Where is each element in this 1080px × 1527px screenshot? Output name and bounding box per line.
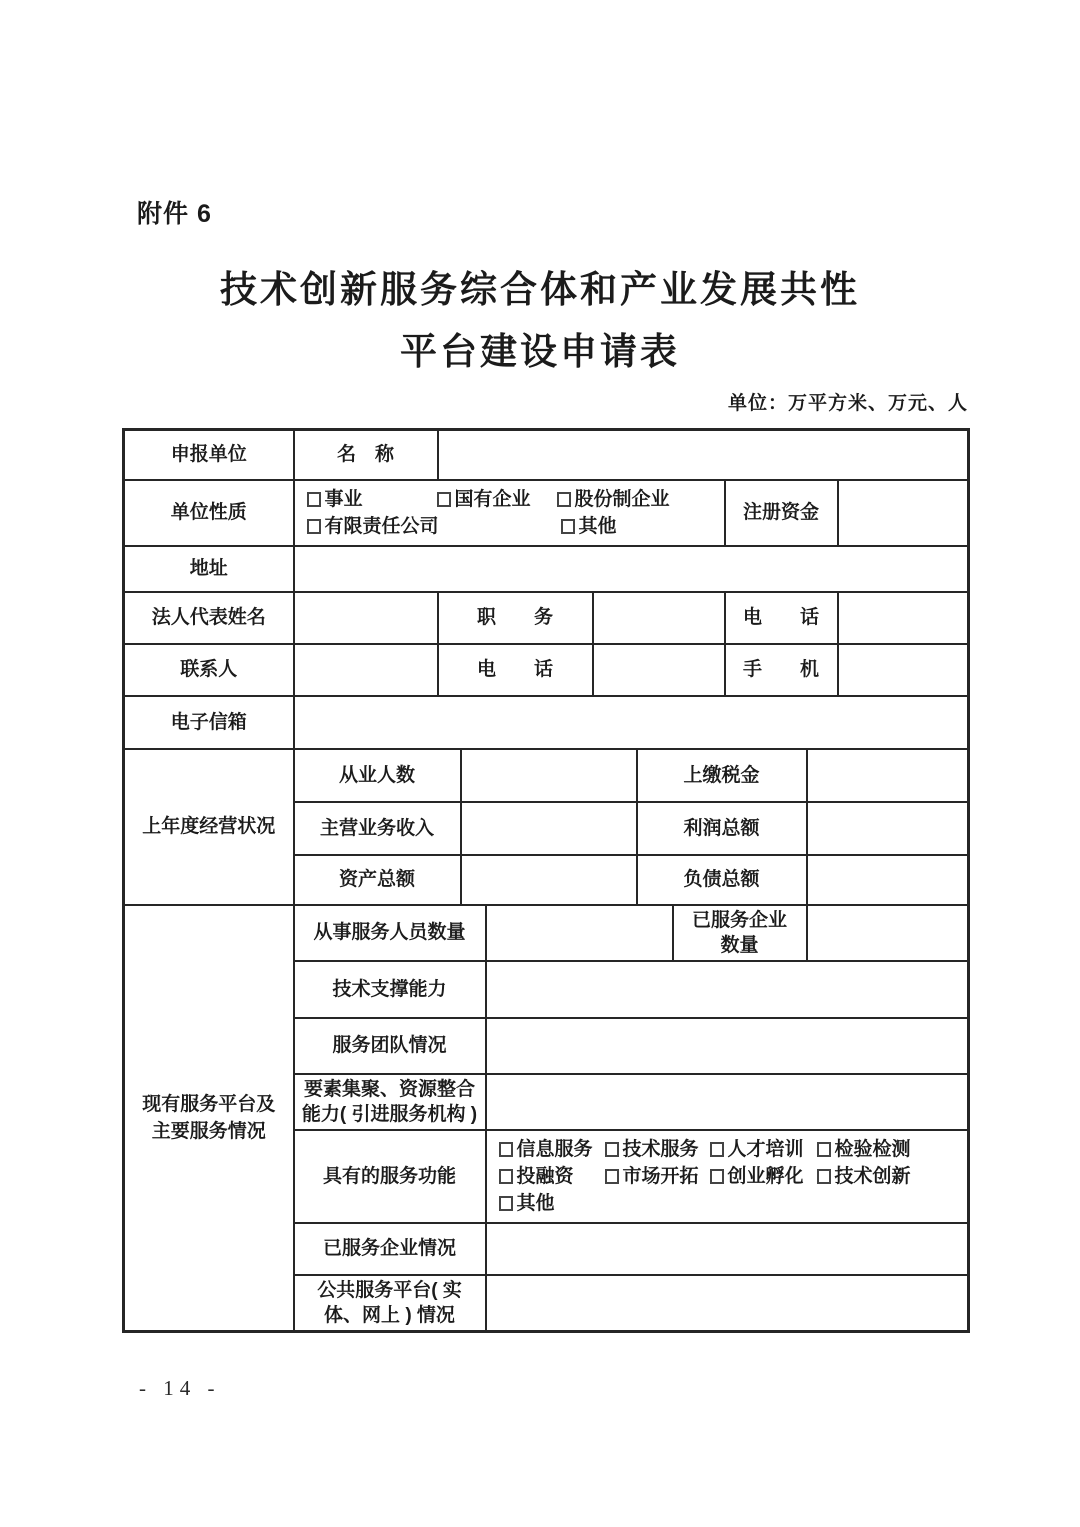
checkbox-option-jianyan[interactable] <box>817 1136 911 1163</box>
title-line-1: 技术创新服务综合体和产业发展共性 <box>220 270 860 311</box>
checkbox-option-chuangye[interactable] <box>710 1163 817 1190</box>
resource-ability-label: 要素集聚、资源整合能力( 引进服务机构 ) <box>294 1074 486 1130</box>
functions-options-row3 <box>493 1190 964 1217</box>
platform-section-label: 现有服务平台及主要服务情况 <box>124 905 294 1332</box>
checkbox-icon[interactable] <box>605 1142 619 1157</box>
row-contact <box>124 644 969 696</box>
checkbox-icon[interactable] <box>817 1142 831 1157</box>
service-functions-options <box>486 1130 969 1223</box>
unit-nature-label: 单位性质 <box>124 480 294 546</box>
profit-label: 利润总额 <box>637 802 807 855</box>
applicant-label: 申报单位 <box>124 430 294 480</box>
contact-label: 联系人 <box>124 644 294 696</box>
checkbox-label: 信息服务 <box>516 1138 593 1160</box>
checkbox-option-jishu-chuangxin[interactable] <box>817 1163 911 1190</box>
served-count-label: 已服务企业数量 <box>673 905 807 961</box>
checkbox-option-tourongzi[interactable] <box>499 1163 605 1190</box>
checkbox-label: 人才培训 <box>727 1138 804 1160</box>
checkbox-label: 创业孵化 <box>727 1165 804 1187</box>
service-team-label: 服务团队情况 <box>294 1018 486 1074</box>
contact-mobile-label: 手 机 <box>725 644 838 696</box>
functions-options-row1 <box>493 1136 964 1163</box>
tax-paid-field[interactable] <box>807 749 969 802</box>
served-enterprises-label: 已服务企业情况 <box>294 1223 486 1275</box>
row-lastyear-1 <box>124 749 969 802</box>
checkbox-icon[interactable] <box>307 492 321 507</box>
revenue-label: 主营业务收入 <box>294 802 461 855</box>
registered-capital-field[interactable] <box>838 480 969 546</box>
applicant-name-field[interactable] <box>438 430 969 480</box>
checkbox-label: 其他 <box>516 1192 555 1214</box>
served-count-field[interactable] <box>807 905 969 961</box>
checkbox-option-jishu-fuwu[interactable] <box>605 1136 710 1163</box>
checkbox-icon[interactable] <box>817 1169 831 1184</box>
address-label: 地址 <box>124 546 294 592</box>
checkbox-icon[interactable] <box>605 1169 619 1184</box>
checkbox-icon[interactable] <box>437 492 451 507</box>
checkbox-icon[interactable] <box>710 1142 724 1157</box>
legal-rep-phone-label: 电 话 <box>725 592 838 644</box>
checkbox-option-gufenzhi[interactable] <box>557 486 670 513</box>
row-platform-staff <box>124 905 969 961</box>
checkbox-label: 有限责任公司 <box>324 515 439 537</box>
service-functions-label: 具有的服务功能 <box>294 1130 486 1223</box>
legal-rep-phone-field[interactable] <box>838 592 969 644</box>
checkbox-label: 技术服务 <box>622 1138 699 1160</box>
applicant-name-label: 名 称 <box>294 430 438 480</box>
position-field[interactable] <box>593 592 725 644</box>
service-staff-label: 从事服务人员数量 <box>294 905 486 961</box>
legal-rep-name-field[interactable] <box>294 592 438 644</box>
checkbox-option-qita-gongneng[interactable] <box>499 1190 555 1217</box>
service-team-field[interactable] <box>486 1018 969 1074</box>
attachment-label: 附件 6 <box>137 200 212 228</box>
checkbox-option-shichang[interactable] <box>605 1163 710 1190</box>
checkbox-option-qita[interactable] <box>561 513 617 540</box>
document-title <box>0 260 1080 384</box>
checkbox-label: 其他 <box>578 515 617 537</box>
contact-phone-field[interactable] <box>593 644 725 696</box>
legal-rep-label: 法人代表姓名 <box>124 592 294 644</box>
page-number: - 14 - <box>139 1376 221 1400</box>
unit-nature-options-row1 <box>301 486 720 513</box>
checkbox-label: 市场开拓 <box>622 1165 699 1187</box>
position-label: 职 务 <box>438 592 593 644</box>
last-year-section-label: 上年度经营状况 <box>124 749 294 905</box>
service-staff-field[interactable] <box>486 905 673 961</box>
tax-paid-label: 上缴税金 <box>637 749 807 802</box>
checkbox-label: 检验检测 <box>834 1138 911 1160</box>
registered-capital-label: 注册资金 <box>725 480 838 546</box>
address-field[interactable] <box>294 546 969 592</box>
checkbox-option-youxian[interactable] <box>307 513 561 540</box>
checkbox-icon[interactable] <box>557 492 571 507</box>
checkbox-option-rencai[interactable] <box>710 1136 817 1163</box>
checkbox-icon[interactable] <box>499 1196 513 1211</box>
checkbox-icon[interactable] <box>499 1169 513 1184</box>
row-legal-rep <box>124 592 969 644</box>
checkbox-option-shiye[interactable] <box>307 486 437 513</box>
checkbox-label: 技术创新 <box>834 1165 911 1187</box>
contact-name-field[interactable] <box>294 644 438 696</box>
liabilities-field[interactable] <box>807 855 969 905</box>
employees-label: 从业人数 <box>294 749 461 802</box>
title-line-2: 平台建设申请表 <box>400 332 680 373</box>
assets-label: 资产总额 <box>294 855 461 905</box>
row-unit-nature <box>124 480 969 546</box>
checkbox-label: 股份制企业 <box>574 488 670 510</box>
resource-ability-field[interactable] <box>486 1074 969 1130</box>
tech-support-field[interactable] <box>486 961 969 1018</box>
unit-nature-options-row2 <box>301 513 720 540</box>
row-email <box>124 696 969 749</box>
unit-nature-options <box>294 480 725 546</box>
checkbox-label: 投融资 <box>516 1165 574 1187</box>
functions-options-row2 <box>493 1163 964 1190</box>
contact-mobile-field[interactable] <box>838 644 969 696</box>
public-platform-field[interactable] <box>486 1275 969 1332</box>
row-address <box>124 546 969 592</box>
email-field[interactable] <box>294 696 969 749</box>
email-label: 电子信箱 <box>124 696 294 749</box>
served-enterprises-field[interactable] <box>486 1223 969 1275</box>
contact-phone-label: 电 话 <box>438 644 593 696</box>
revenue-field[interactable] <box>461 802 637 855</box>
application-form-table <box>122 428 970 1333</box>
checkbox-icon[interactable] <box>499 1142 513 1157</box>
checkbox-icon[interactable] <box>710 1169 724 1184</box>
checkbox-icon[interactable] <box>307 519 321 534</box>
checkbox-option-xinxi[interactable] <box>499 1136 605 1163</box>
checkbox-label: 事业 <box>324 488 363 510</box>
unit-note: 单位：万平方米、万元、人 <box>727 393 968 414</box>
row-applicant <box>124 430 969 480</box>
assets-field[interactable] <box>461 855 637 905</box>
checkbox-label: 国有企业 <box>454 488 531 510</box>
tech-support-label: 技术支撑能力 <box>294 961 486 1018</box>
public-platform-label: 公共服务平台( 实体、网上 ) 情况 <box>294 1275 486 1332</box>
checkbox-icon[interactable] <box>561 519 575 534</box>
profit-field[interactable] <box>807 802 969 855</box>
liabilities-label: 负债总额 <box>637 855 807 905</box>
employees-field[interactable] <box>461 749 637 802</box>
checkbox-option-guoyou[interactable] <box>437 486 557 513</box>
